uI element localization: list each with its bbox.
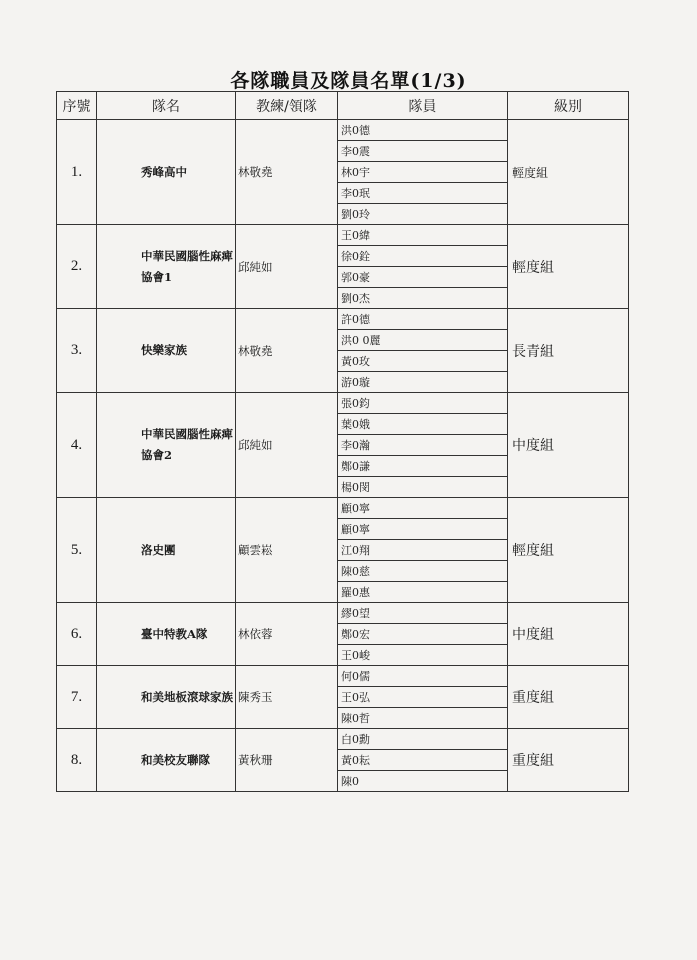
team-seq: 2.: [57, 225, 97, 309]
team-seq: 8.: [57, 729, 97, 792]
team-coach: 林依蓉: [236, 603, 338, 666]
team-row: [57, 120, 629, 141]
team-seq: 4.: [57, 393, 97, 498]
team-name: 和美校友聯隊: [97, 729, 236, 792]
team-row: [57, 309, 629, 330]
team-row: [57, 225, 629, 246]
member-name: 白0勳: [338, 729, 508, 750]
team-name: 中華民國腦性麻痺協會1: [97, 225, 236, 309]
member-name: 郭0豪: [338, 267, 508, 288]
member-name: 游0璇: [338, 372, 508, 393]
member-name: 王0緯: [338, 225, 508, 246]
header-row: [57, 92, 629, 120]
team-coach: 林敬堯: [236, 120, 338, 225]
member-name: 陳0哲: [338, 708, 508, 729]
member-name: 繆0望: [338, 603, 508, 624]
member-name: 王0峻: [338, 645, 508, 666]
header-coach: 教練/領隊: [236, 92, 338, 120]
member-name: 洪0德: [338, 120, 508, 141]
team-name: 和美地板滾球家族: [97, 666, 236, 729]
member-name: 陳0慈: [338, 561, 508, 582]
team-level: 輕度組: [508, 225, 629, 309]
header-members: 隊員: [338, 92, 508, 120]
team-row: [57, 666, 629, 687]
team-row: [57, 603, 629, 624]
team-row: [57, 498, 629, 519]
member-name: 林0宇: [338, 162, 508, 183]
team-level: 重度組: [508, 666, 629, 729]
team-name: 秀峰高中: [97, 120, 236, 225]
team-row: [57, 729, 629, 750]
team-coach: 顧雲崧: [236, 498, 338, 603]
team-level: 長青組: [508, 309, 629, 393]
team-seq: 5.: [57, 498, 97, 603]
member-name: 鄭0宏: [338, 624, 508, 645]
member-name: 李0瀚: [338, 435, 508, 456]
team-name: 中華民國腦性麻痺協會2: [97, 393, 236, 498]
member-name: 顧0寧: [338, 498, 508, 519]
team-coach: 邱純如: [236, 393, 338, 498]
member-name: 王0弘: [338, 687, 508, 708]
team-level: 重度組: [508, 729, 629, 792]
header-seq: 序號: [57, 92, 97, 120]
member-name: 黃0耘: [338, 750, 508, 771]
team-seq: 1.: [57, 120, 97, 225]
member-name: 葉0娥: [338, 414, 508, 435]
team-coach: 陳秀玉: [236, 666, 338, 729]
team-name: 臺中特教A隊: [97, 603, 236, 666]
member-name: 許0德: [338, 309, 508, 330]
team-level: 中度組: [508, 393, 629, 498]
team-name: 快樂家族: [97, 309, 236, 393]
team-coach: 林敬堯: [236, 309, 338, 393]
roster-table: [56, 91, 629, 792]
member-name: 李0珉: [338, 183, 508, 204]
member-name: 陳0: [338, 771, 508, 792]
team-row: [57, 393, 629, 414]
page-title: 各隊職員及隊員名單(1/3): [230, 70, 467, 92]
member-name: 鄭0謙: [338, 456, 508, 477]
team-seq: 6.: [57, 603, 97, 666]
team-level: 輕度組: [508, 120, 629, 225]
member-name: 楊0閔: [338, 477, 508, 498]
member-name: 徐0銓: [338, 246, 508, 267]
member-name: 黃0玫: [338, 351, 508, 372]
member-name: 李0震: [338, 141, 508, 162]
team-seq: 3.: [57, 309, 97, 393]
member-name: 羅0惠: [338, 582, 508, 603]
team-level: 輕度組: [508, 498, 629, 603]
member-name: 劉0杰: [338, 288, 508, 309]
team-seq: 7.: [57, 666, 97, 729]
member-name: 洪0 0麗: [338, 330, 508, 351]
team-coach: 黃秋珊: [236, 729, 338, 792]
member-name: 顧0寧: [338, 519, 508, 540]
member-name: 何0儒: [338, 666, 508, 687]
team-coach: 邱純如: [236, 225, 338, 309]
team-level: 中度組: [508, 603, 629, 666]
header-level: 級別: [508, 92, 629, 120]
member-name: 江0翔: [338, 540, 508, 561]
member-name: 張0鈞: [338, 393, 508, 414]
member-name: 劉0玲: [338, 204, 508, 225]
header-team: 隊名: [97, 92, 236, 120]
team-name: 洛史團: [97, 498, 236, 603]
